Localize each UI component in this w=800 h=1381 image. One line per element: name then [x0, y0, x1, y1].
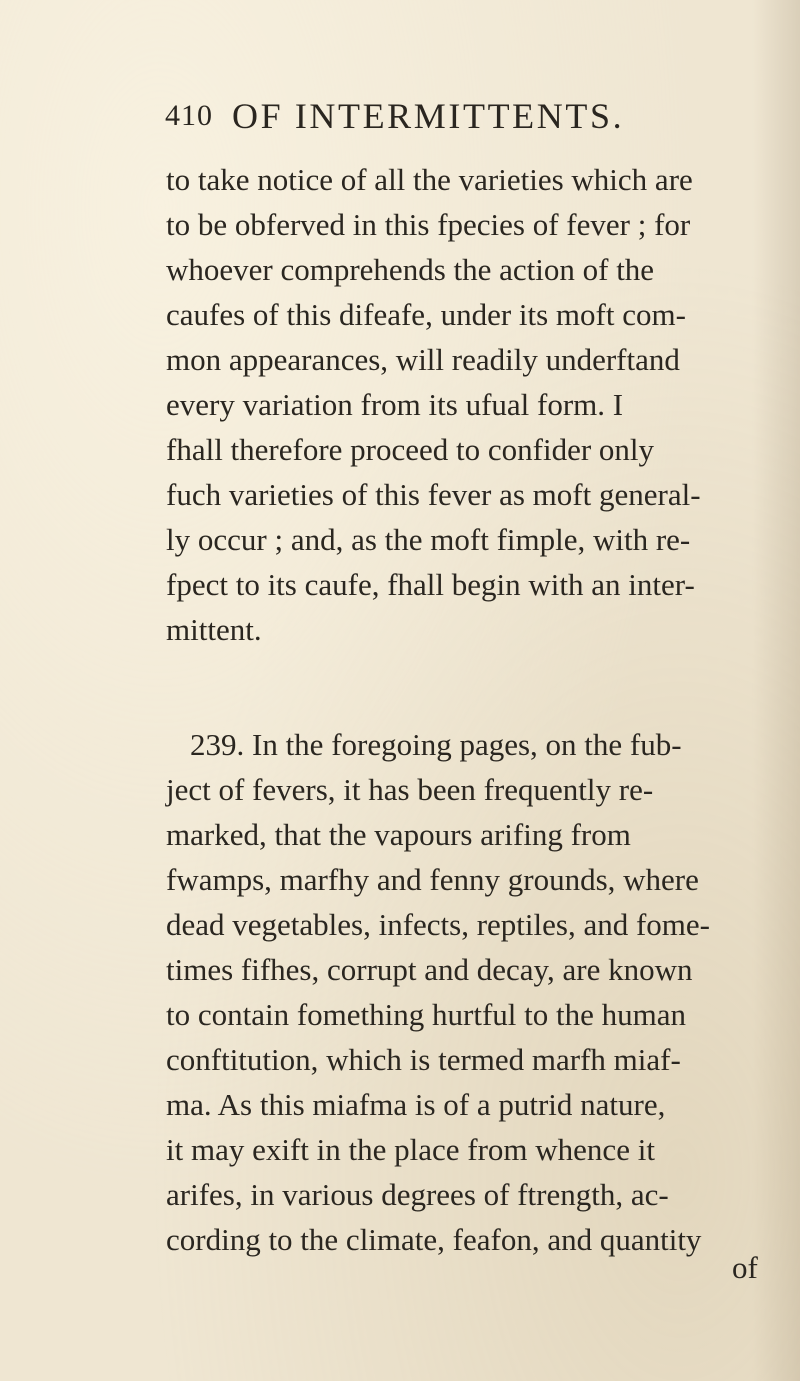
text-line: whoever comprehends the action of the — [166, 252, 655, 287]
text-line: arifes, in various degrees of ftrength, ac- — [166, 1177, 669, 1212]
text-line: ject of fevers, it has been frequently re- — [166, 772, 654, 807]
text-line: dead vegetables, infects, reptiles, and fome- — [166, 907, 710, 942]
catchword: of — [732, 1250, 758, 1285]
text-line: times fifhes, corrupt and decay, are known — [166, 952, 693, 987]
text-line: it may exift in the place from whence it — [166, 1132, 655, 1167]
running-head — [165, 95, 725, 139]
text-line: to be obferved in this fpecies of fever ; for — [166, 207, 691, 242]
text-line: 239. In the foregoing pages, on the fub- — [190, 727, 682, 762]
text-line: to take notice of all the varieties which are — [166, 162, 693, 197]
text-line: fhall therefore proceed to confider only — [166, 432, 655, 467]
text-line: conftitution, which is termed marfh miaf- — [166, 1042, 681, 1077]
text-line: fwamps, marfhy and fenny grounds, where — [166, 862, 699, 897]
text-line: fpect to its caufe, fhall begin with an inter- — [166, 567, 695, 602]
running-title: OF INTERMITTENTS. — [232, 96, 625, 136]
text-line: marked, that the vapours arifing from — [166, 817, 631, 852]
text-line: cording to the climate, feafon, and quantity — [166, 1222, 702, 1257]
text-line: ma. As this miafma is of a putrid nature, — [166, 1087, 666, 1122]
text-line: ly occur ; and, as the moft fimple, with re- — [166, 522, 691, 557]
text-line: fuch varieties of this fever as moft general- — [166, 477, 701, 512]
text-line: to contain fomething hurtful to the human — [166, 997, 687, 1032]
text-line: mon appearances, will readily underftand — [166, 342, 680, 377]
text-line: mittent. — [166, 612, 262, 647]
text-line: caufes of this difeafe, under its moft com- — [166, 297, 686, 332]
page-number: 410 — [165, 99, 213, 132]
text-line: every variation from its ufual form. I — [166, 387, 624, 422]
